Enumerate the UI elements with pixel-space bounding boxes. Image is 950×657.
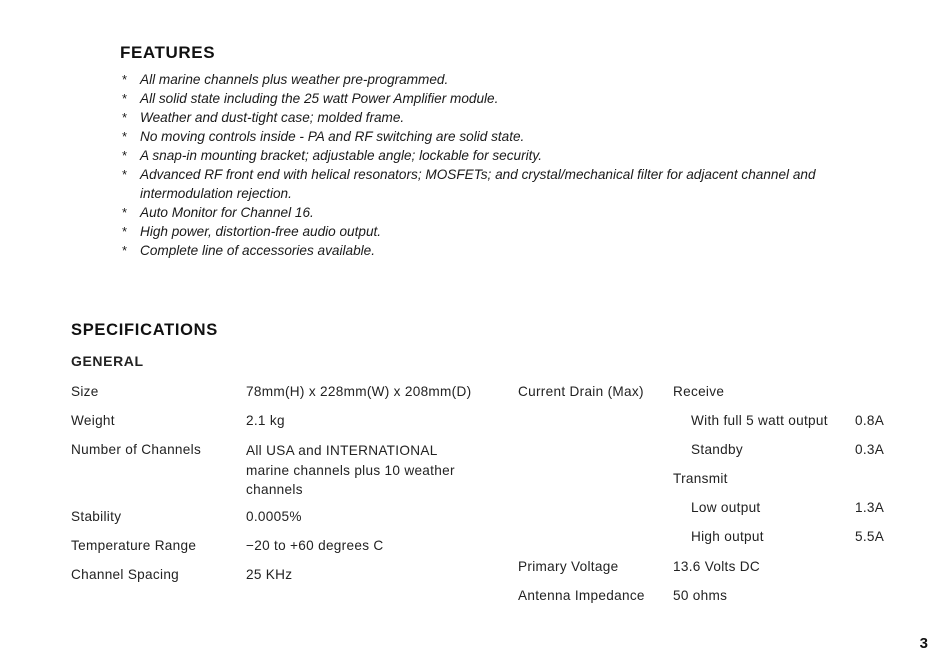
bullet-marker: * xyxy=(122,224,128,239)
current-drain-full-output-label: With full 5 watt output xyxy=(691,413,828,428)
specifications-heading: SPECIFICATIONS xyxy=(71,321,219,339)
spec-value-stability: 0.0005% xyxy=(246,509,302,524)
spec-value-antenna-impedance: 50 ohms xyxy=(673,588,728,603)
current-drain-high-output-value: 5.5A xyxy=(855,529,885,544)
feature-item xyxy=(120,203,840,222)
bullet-marker: * xyxy=(122,129,128,144)
page-number: 3 xyxy=(919,635,928,652)
feature-text: Advanced RF front end with helical resonators; MOSFETs; and crystal/mechanical filter for adjacent channel and intermodulation rejection. xyxy=(140,167,816,201)
current-drain-receive-label: Receive xyxy=(673,384,725,399)
feature-item xyxy=(120,108,840,127)
current-drain-low-output-label: Low output xyxy=(691,500,761,515)
spec-label-stability: Stability xyxy=(71,509,122,524)
feature-item xyxy=(120,241,840,260)
feature-text: Weather and dust-tight case; molded frame. xyxy=(140,110,405,125)
bullet-marker: * xyxy=(122,72,128,87)
spec-value-size: 78mm(H) x 228mm(W) x 208mm(D) xyxy=(246,384,472,399)
feature-text: No moving controls inside - PA and RF switching are solid state. xyxy=(140,129,525,144)
features-list xyxy=(120,70,840,260)
feature-text: A snap-in mounting bracket; adjustable angle; lockable for security. xyxy=(140,148,542,163)
feature-text: Complete line of accessories available. xyxy=(140,243,375,258)
features-heading: FEATURES xyxy=(120,43,216,62)
spec-label-weight: Weight xyxy=(71,413,115,428)
spec-label-channels: Number of Channels xyxy=(71,442,202,457)
current-drain-high-output-label: High output xyxy=(691,529,764,544)
spec-label-antenna-impedance: Antenna Impedance xyxy=(518,588,645,603)
feature-item xyxy=(120,146,840,165)
feature-text: All marine channels plus weather pre-programmed. xyxy=(140,72,449,87)
feature-item xyxy=(120,70,840,89)
feature-text: All solid state including the 25 watt Power Amplifier module. xyxy=(140,91,499,106)
spec-label-temperature: Temperature Range xyxy=(71,538,197,553)
bullet-marker: * xyxy=(122,205,128,220)
feature-item xyxy=(120,165,840,203)
spec-label-size: Size xyxy=(71,384,99,399)
spec-label-current-drain: Current Drain (Max) xyxy=(518,384,644,399)
feature-text: High power, distortion-free audio output. xyxy=(140,224,382,239)
feature-item xyxy=(120,222,840,241)
current-drain-standby-value: 0.3A xyxy=(855,442,885,457)
current-drain-low-output-value: 1.3A xyxy=(855,500,885,515)
general-subheading: GENERAL xyxy=(71,353,144,369)
feature-item xyxy=(120,127,840,146)
spec-label-primary-voltage: Primary Voltage xyxy=(518,559,619,574)
spec-value-primary-voltage: 13.6 Volts DC xyxy=(673,559,761,574)
bullet-marker: * xyxy=(122,110,128,125)
spec-value-channels: All USA and INTERNATIONAL marine channels plus 10 weather channels xyxy=(246,443,455,497)
spec-value-temperature: −20 to +60 degrees C xyxy=(246,538,384,553)
current-drain-standby-label: Standby xyxy=(691,442,743,457)
feature-item xyxy=(120,89,840,108)
current-drain-transmit-label: Transmit xyxy=(673,471,728,486)
feature-text: Auto Monitor for Channel 16. xyxy=(140,205,314,220)
spec-label-spacing: Channel Spacing xyxy=(71,567,180,582)
bullet-marker: * xyxy=(122,167,128,182)
bullet-marker: * xyxy=(122,243,128,258)
spec-value-weight: 2.1 kg xyxy=(246,413,285,428)
bullet-marker: * xyxy=(122,148,128,163)
current-drain-full-output-value: 0.8A xyxy=(855,413,885,428)
spec-value-spacing: 25 KHz xyxy=(246,567,293,582)
bullet-marker: * xyxy=(122,91,128,106)
